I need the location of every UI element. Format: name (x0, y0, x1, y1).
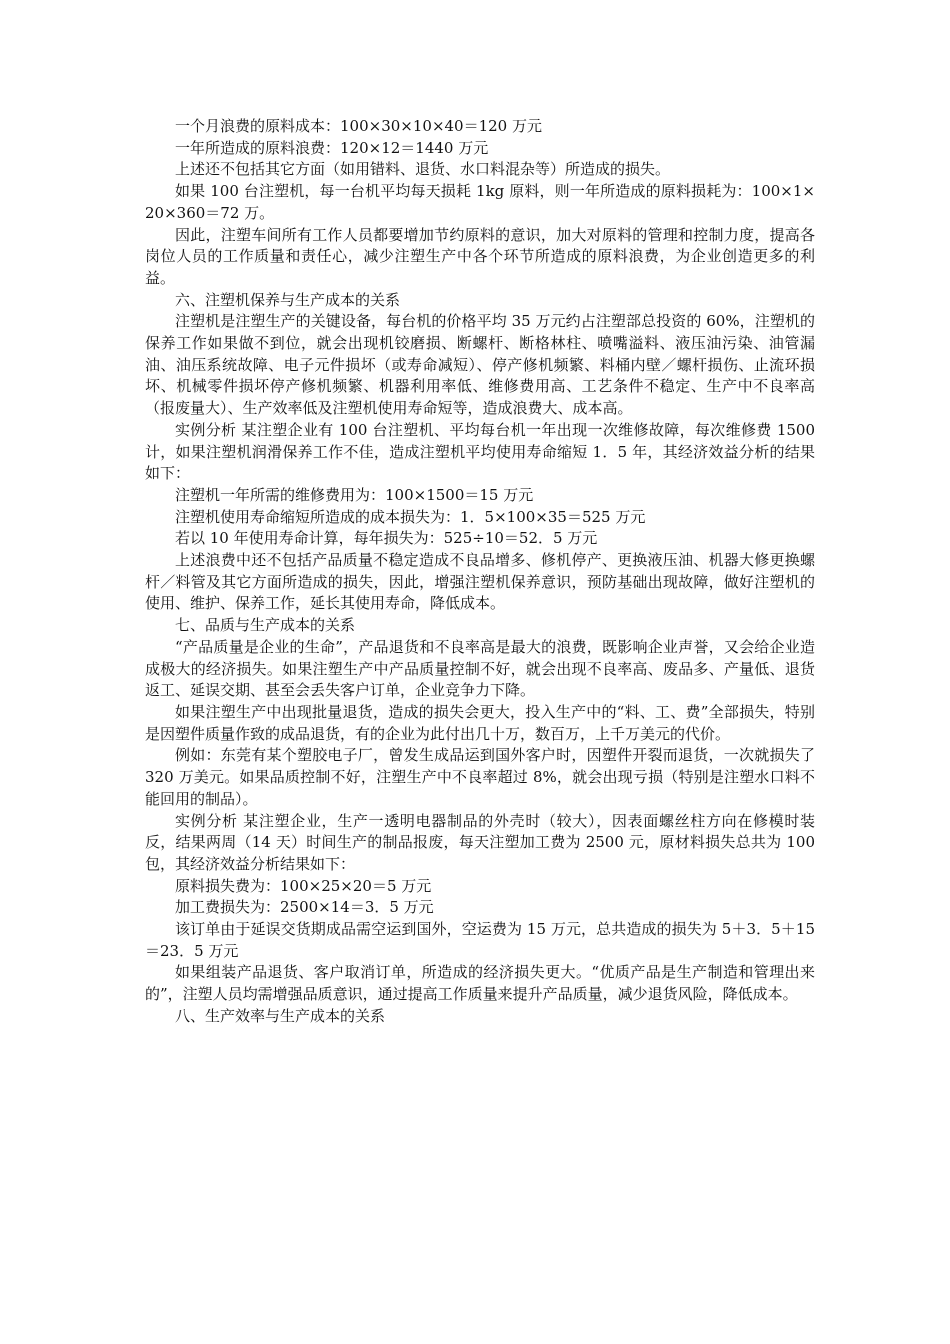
cost-line-lifespan: 注塑机使用寿命缩短所造成的成本损失为：1．5×100×35＝525 万元 (175, 507, 646, 526)
paragraph-machine-maintenance: 注塑机是注塑生产的关键设备，每台机的价格平均 35 万元约占注塑部总投资的 60%，注塑机的保养工作如果做不到位，就会出现机铰磨损、断螺杆、断格林柱、喷嘴溢料、液压油污染、油管漏油、油压系统故障、电子元件损坏（或寿命减短）、停产修机频繁、料桶内壁／螺杆损伤、止流环损坏、机械零件损坏停产修机频繁、机器利用率低、维修费用高、工艺条件不稳定、生产中不良率高（报废量大）、生产效率低及注塑机使用寿命短等，造成浪费大、成本高。 (145, 312, 815, 418)
cost-line-repair: 注塑机一年所需的维修费用为：100×1500＝15 万元 (175, 485, 534, 504)
section-heading-8: 八、生产效率与生产成本的关系 (175, 1006, 386, 1025)
cost-line-processing-loss: 加工费损失为：2500×14＝3．5 万元 (175, 898, 434, 917)
paragraph-conclusion-quality: 如果组装产品退货、客户取消订单，所造成的经济损失更大。“优质产品是生产制造和管理出来的”，注塑人员均需增强品质意识，通过提高工作质量来提升产品质量，减少退货风险，降低成本。 (145, 963, 815, 1004)
paragraph-conclusion-maintenance: 上述浪费中还不包括产品质量不稳定造成不良品增多、修机停产、更换液压油、机器大修更换螺杆／料管及其它方面所造成的损失，因此，增强注塑机保养意识，预防基础出现故障，做好注塑机的使用、维护、保养工作，延长其使用寿命，降低成本。 (145, 551, 815, 613)
paragraph-conclusion-materials: 因此，注塑车间所有工作人员都要增加节约原料的意识，加大对原料的管理和控制力度，提高各岗位人员的工作质量和责任心，减少注塑生产中各个环节所造成的原料浪费，为企业创造更多的利益。 (145, 225, 815, 287)
paragraph-daily-loss: 如果 100 台注塑机，每一台机平均每天损耗 1kg 原料，则一年所造成的原料损耗为：100×1×20×360＝72 万。 (145, 182, 815, 222)
cost-line-material-loss: 原料损失费为：100×25×20＝5 万元 (175, 876, 432, 895)
cost-line-monthly: 一个月浪费的原料成本：100×30×10×40＝120 万元 (175, 117, 542, 135)
paragraph-air-freight: 该订单由于延误交货期成品需空运到国外，空运费为 15 万元，总共造成的损失为 5＋3．5＋15＝23．5 万元 (145, 920, 815, 960)
paragraph-case-analysis-1: 实例分析 某注塑企业有 100 台注塑机、平均每台机一年出现一次维修故障，每次维修费 1500 计，如果注塑机润滑保养工作不佳，造成注塑机平均使用寿命缩短 1．5 年，其经济效益分析的结果如下： (145, 420, 815, 483)
paragraph-case-analysis-2: 实例分析 某注塑企业，生产一透明电器制品的外壳时（较大），因表面螺丝柱方向在修模时装反，结果两周（14 天）时间生产的制品报废，每天注塑加工费为 2500 元，原材料损失总共为 100 包，其经济效益分析结果如下： (145, 811, 815, 873)
paragraph-other-losses: 上述还不包括其它方面（如用错料、退货、水口料混杂等）所造成的损失。 (175, 160, 671, 179)
document-page (145, 116, 815, 1028)
paragraph-example-dongguan: 例如：东莞有某个塑胶电子厂，曾发生成品运到国外客户时，因塑件开裂而退货，一次就损失了 320 万美元。如果品质控制不好，注塑生产中不良率超过 8%，就会出现亏损（特别是注塑水口料不能回用的制品）。 (145, 746, 815, 808)
section-heading-7: 七、品质与生产成本的关系 (175, 616, 356, 635)
cost-line-yearly: 一年所造成的原料浪费：120×12＝1440 万元 (175, 138, 489, 157)
paragraph-batch-returns: 如果注塑生产中出现批量退货，造成的损失会更大，投入生产中的“料、工、费”全部损失，特别是因塑件质量作致的成品退货，有的企业为此付出几十万，数百万，上千万美元的代价。 (145, 702, 815, 743)
section-heading-6: 六、注塑机保养与生产成本的关系 (175, 290, 401, 309)
cost-line-annual-loss: 若以 10 年使用寿命计算，每年损失为：525÷10＝52．5 万元 (175, 529, 598, 548)
paragraph-quality-life: “产品质量是企业的生命”，产品退货和不良率高是最大的浪费，既影响企业声誉，又会给企业造成极大的经济损失。如果注塑生产中产品质量控制不好，就会出现不良率高、废品多、产量低、退货返工、延误交期、甚至会丢失客户订单，企业竞争力下降。 (145, 637, 815, 700)
